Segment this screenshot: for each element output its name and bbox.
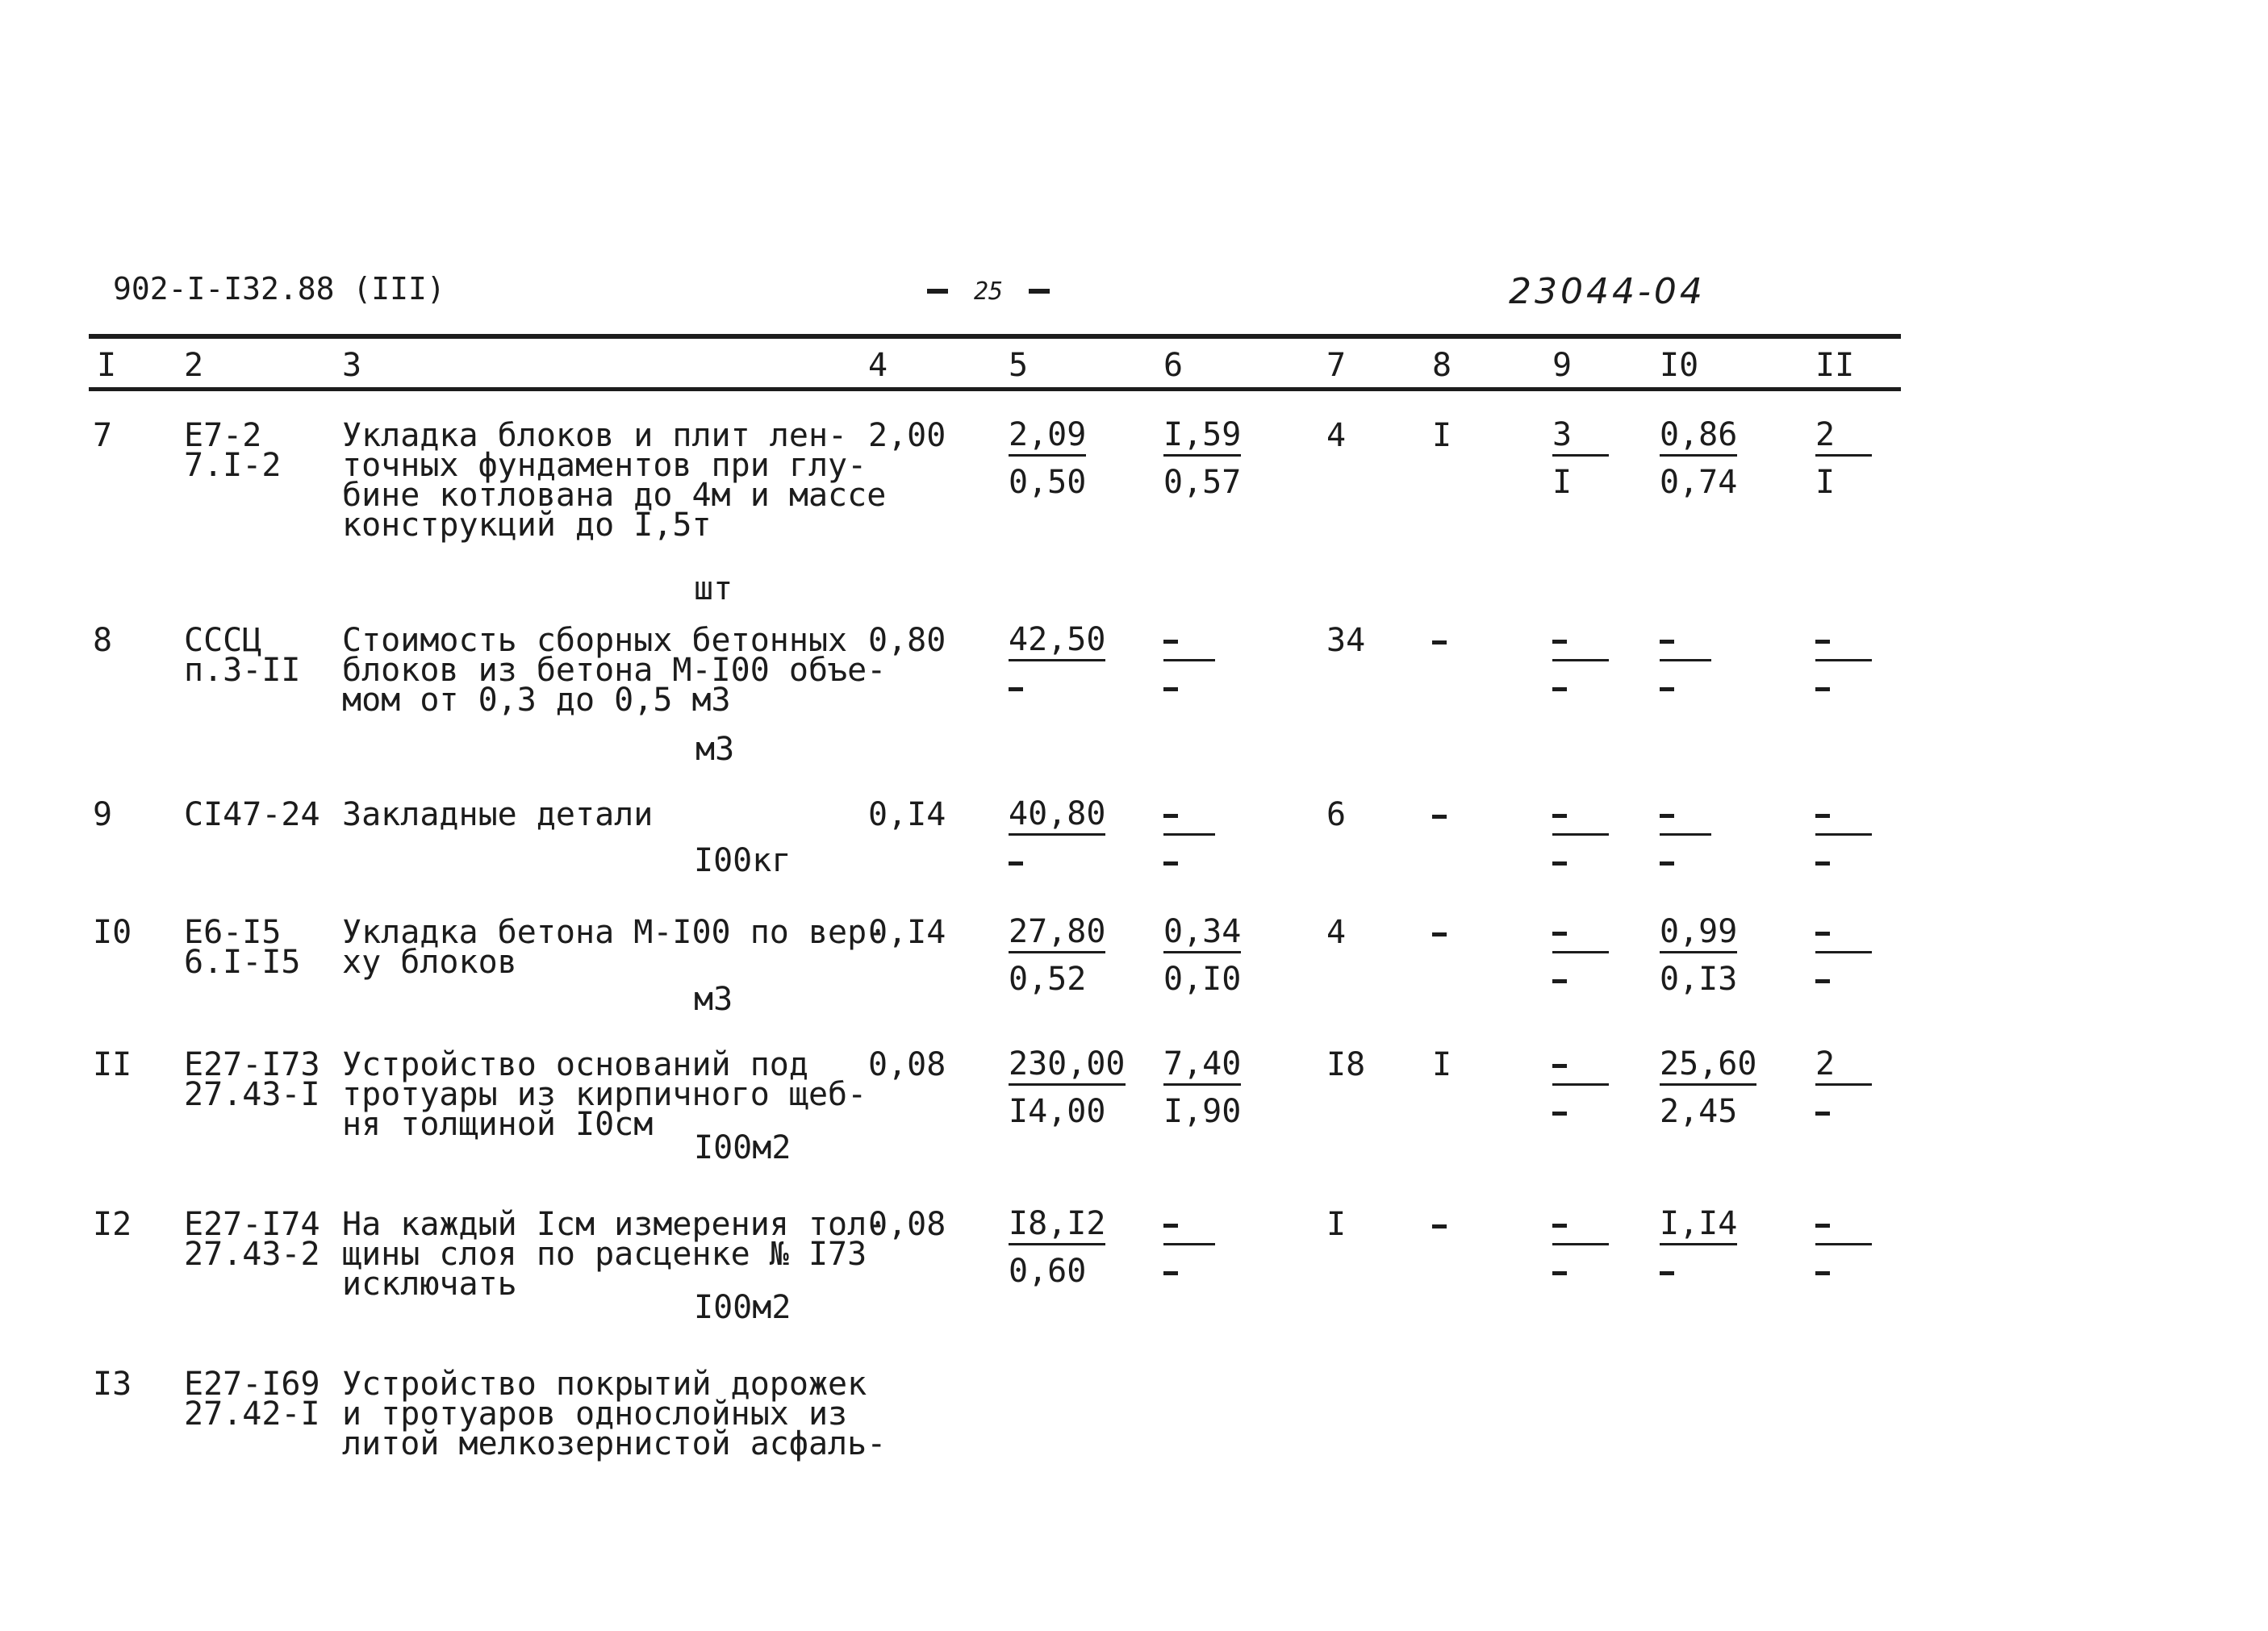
value-c10-bottom: 2,45 bbox=[1660, 1093, 1738, 1130]
item-number: 9 bbox=[93, 796, 113, 833]
value-c5-fraction bbox=[1009, 416, 1087, 501]
value-c8: I bbox=[1432, 417, 1452, 454]
value-c8 bbox=[1432, 1210, 1447, 1240]
value-c5-bottom: 0,60 bbox=[1009, 1253, 1087, 1290]
dash-mark bbox=[1815, 1224, 1830, 1228]
item-number: I3 bbox=[93, 1366, 132, 1403]
value-c9-fraction bbox=[1552, 624, 1609, 703]
value-c10-top: 0,99 bbox=[1660, 916, 1737, 953]
value-c10-top: 25,60 bbox=[1660, 1048, 1756, 1086]
dash-mark bbox=[1009, 861, 1023, 866]
value-c8 bbox=[1432, 800, 1447, 830]
column-header-3: 3 bbox=[342, 347, 362, 384]
value-c11-top: 2 bbox=[1815, 419, 1872, 457]
value-c11-fraction bbox=[1815, 916, 1872, 995]
dash-mark bbox=[1815, 932, 1830, 936]
value-c6-bottom bbox=[1163, 661, 1215, 703]
value-c10-fraction bbox=[1660, 913, 1738, 998]
dash-mark bbox=[1432, 932, 1447, 936]
value-c5-top: 27,80 bbox=[1009, 916, 1105, 953]
dash-mark bbox=[1552, 1271, 1567, 1275]
dash-mark bbox=[1552, 861, 1567, 866]
work-description: Устройство покрытий дорожек и тротуаров однослойных из литой мелкозернистой асфаль- bbox=[342, 1366, 887, 1462]
value-c10-fraction bbox=[1660, 624, 1711, 703]
value-c9-fraction bbox=[1552, 1208, 1609, 1287]
value-c9-top bbox=[1552, 798, 1609, 836]
value-c5-top: I8,I2 bbox=[1009, 1208, 1105, 1245]
value-c9-bottom bbox=[1552, 1086, 1609, 1128]
work-description: На каждый Iсм измерения тол- щины слоя по расценке № I73 исключать bbox=[342, 1206, 887, 1303]
value-c7: 6 bbox=[1326, 796, 1347, 833]
value-c9-top bbox=[1552, 1208, 1609, 1245]
value-c6-fraction bbox=[1163, 624, 1215, 703]
work-description: Устройство оснований под тротуары из кирпичного щеб- ня толщиной I0см bbox=[342, 1046, 867, 1143]
value-c11-bottom bbox=[1815, 836, 1872, 878]
value-c11-bottom: I bbox=[1815, 464, 1836, 501]
value-c6-fraction bbox=[1163, 416, 1242, 501]
value-c9-bottom: I bbox=[1552, 464, 1573, 501]
value-c11-bottom bbox=[1815, 953, 1872, 995]
value-c9-fraction bbox=[1552, 416, 1609, 501]
value-c5-top: 2,09 bbox=[1009, 419, 1086, 457]
value-c6-bottom bbox=[1163, 836, 1215, 878]
value-c5-bottom bbox=[1009, 836, 1105, 878]
value-c6-top bbox=[1163, 798, 1215, 836]
rate-code: Е27-I74 27.43-2 bbox=[184, 1206, 320, 1273]
dash-mark bbox=[1660, 1271, 1674, 1275]
value-c10-fraction bbox=[1660, 416, 1738, 501]
value-c9-bottom bbox=[1552, 661, 1609, 703]
rate-code: Е6-I5 6.I-I5 bbox=[184, 914, 301, 981]
value-c11-top bbox=[1815, 624, 1872, 661]
dash-mark bbox=[1552, 1064, 1567, 1068]
quantity: 0,08 bbox=[868, 1206, 946, 1243]
item-number: 7 bbox=[93, 417, 113, 454]
value-c6-fraction bbox=[1163, 1208, 1215, 1287]
dash-mark bbox=[1660, 814, 1674, 818]
rate-code: Е27-I73 27.43-I bbox=[184, 1046, 320, 1113]
rate-code: Е7-2 7.I-2 bbox=[184, 417, 282, 484]
value-c9-fraction bbox=[1552, 916, 1609, 995]
value-c10-top: 0,86 bbox=[1660, 419, 1737, 457]
page-number bbox=[900, 271, 1077, 307]
value-c10-bottom bbox=[1660, 661, 1711, 703]
item-number: I0 bbox=[93, 914, 132, 951]
value-c11-top bbox=[1815, 798, 1872, 836]
quantity: 0,80 bbox=[868, 622, 946, 659]
value-c9-fraction bbox=[1552, 798, 1609, 878]
dash-mark bbox=[1815, 1271, 1830, 1275]
document-id: 23044-04 bbox=[1509, 271, 1706, 312]
value-c6-fraction bbox=[1163, 798, 1215, 878]
value-c11-bottom bbox=[1815, 1086, 1872, 1128]
page-number-value: 25 bbox=[973, 277, 1004, 306]
dash-mark bbox=[1163, 861, 1178, 866]
dash-mark bbox=[1815, 814, 1830, 818]
value-c5-fraction bbox=[1009, 913, 1106, 998]
dash-mark bbox=[1660, 687, 1674, 691]
value-c6-bottom: 0,I0 bbox=[1163, 961, 1242, 998]
column-header-7: 7 bbox=[1326, 347, 1347, 384]
column-header-4: 4 bbox=[868, 347, 888, 384]
unit-of-measure: I00м2 bbox=[694, 1289, 792, 1326]
value-c11-bottom bbox=[1815, 1245, 1872, 1287]
work-description: Укладка бетона М-I00 по вер- ху блоков bbox=[342, 914, 887, 981]
value-c11-fraction bbox=[1815, 798, 1872, 878]
column-header-1: I bbox=[97, 347, 117, 384]
document-code: 902-I-I32.88 (III) bbox=[113, 271, 445, 307]
column-header-11: II bbox=[1815, 347, 1855, 384]
value-c8: I bbox=[1432, 1046, 1452, 1083]
unit-of-measure: м3 bbox=[695, 731, 735, 768]
dash-mark bbox=[1552, 932, 1567, 936]
work-description: Закладные детали bbox=[342, 796, 654, 833]
value-c9-bottom bbox=[1552, 953, 1609, 995]
item-number: II bbox=[93, 1046, 132, 1083]
rate-code: СССЦ п.3-II bbox=[184, 622, 301, 689]
dash-mark bbox=[1815, 640, 1830, 644]
value-c9-top bbox=[1552, 624, 1609, 661]
value-c7: 34 bbox=[1326, 622, 1366, 659]
value-c8 bbox=[1432, 918, 1447, 948]
value-c6-top: I,59 bbox=[1163, 419, 1241, 457]
dash-mark bbox=[1660, 640, 1674, 644]
dash-mark bbox=[1552, 979, 1567, 983]
value-c10-bottom bbox=[1660, 1245, 1737, 1287]
table-top-rule bbox=[89, 334, 1901, 339]
item-number: 8 bbox=[93, 622, 113, 659]
dash-mark bbox=[1660, 861, 1674, 866]
dash-mark bbox=[1163, 1271, 1178, 1275]
quantity: 0,I4 bbox=[868, 796, 946, 833]
column-header-8: 8 bbox=[1432, 347, 1452, 384]
value-c5-top: 40,80 bbox=[1009, 798, 1105, 836]
value-c10-bottom: 0,74 bbox=[1660, 464, 1738, 501]
value-c7: 4 bbox=[1326, 417, 1347, 454]
dash-mark bbox=[1815, 1112, 1830, 1116]
dash-mark bbox=[1163, 687, 1178, 691]
value-c6-top bbox=[1163, 1208, 1215, 1245]
value-c11-top bbox=[1815, 1208, 1872, 1245]
value-c10-fraction bbox=[1660, 1045, 1757, 1130]
value-c5-fraction bbox=[1009, 1205, 1106, 1290]
dash-mark bbox=[1163, 640, 1178, 644]
dash-mark bbox=[1432, 815, 1447, 819]
unit-of-measure: I00м2 bbox=[694, 1129, 792, 1166]
value-c5-fraction bbox=[1009, 1045, 1126, 1130]
value-c6-bottom: 0,57 bbox=[1163, 464, 1242, 501]
value-c9-top bbox=[1552, 916, 1609, 953]
value-c5-top: 42,50 bbox=[1009, 624, 1105, 661]
dash-mark bbox=[1163, 1224, 1178, 1228]
value-c10-top bbox=[1660, 624, 1711, 661]
value-c5-bottom: I4,00 bbox=[1009, 1093, 1106, 1130]
dash-mark bbox=[1163, 814, 1178, 818]
value-c9-top: 3 bbox=[1552, 419, 1609, 457]
quantity: 0,I4 bbox=[868, 914, 946, 951]
rate-code: СI47-24 bbox=[184, 796, 320, 833]
unit-of-measure: м3 bbox=[694, 981, 733, 1018]
value-c11-top: 2 bbox=[1815, 1048, 1872, 1086]
value-c5-bottom: 0,52 bbox=[1009, 961, 1087, 998]
value-c10-top bbox=[1660, 798, 1711, 836]
column-header-5: 5 bbox=[1009, 347, 1029, 384]
work-description: Укладка блоков и плит лен- точных фундаментов при глу- бине котлована до 4м и массе конструкций до I,5т bbox=[342, 417, 887, 544]
item-number: I2 bbox=[93, 1206, 132, 1243]
column-header-2: 2 bbox=[184, 347, 204, 384]
value-c7: I bbox=[1326, 1206, 1347, 1243]
table-header-rule bbox=[89, 387, 1901, 391]
dash-mark bbox=[1815, 979, 1830, 983]
value-c5-top: 230,00 bbox=[1009, 1048, 1126, 1086]
value-c10-top: I,I4 bbox=[1660, 1208, 1737, 1245]
value-c11-fraction bbox=[1815, 1045, 1872, 1128]
value-c10-fraction bbox=[1660, 798, 1711, 878]
value-c7: I8 bbox=[1326, 1046, 1366, 1083]
column-header-10: I0 bbox=[1660, 347, 1699, 384]
value-c5-fraction bbox=[1009, 621, 1106, 703]
value-c6-top bbox=[1163, 624, 1215, 661]
value-c5-bottom: 0,50 bbox=[1009, 464, 1087, 501]
rate-code: Е27-I69 27.42-I bbox=[184, 1366, 320, 1433]
value-c6-top: 7,40 bbox=[1163, 1048, 1241, 1086]
value-c8 bbox=[1432, 626, 1447, 656]
dash-mark bbox=[1009, 687, 1023, 691]
dash-mark bbox=[1552, 814, 1567, 818]
page-number-dash-left bbox=[927, 289, 948, 294]
quantity: 0,08 bbox=[868, 1046, 946, 1083]
dash-mark bbox=[1815, 687, 1830, 691]
dash-mark bbox=[1552, 1112, 1567, 1116]
dash-mark bbox=[1552, 1224, 1567, 1228]
value-c6-bottom: I,90 bbox=[1163, 1093, 1242, 1130]
unit-of-measure: I00кг bbox=[694, 842, 792, 879]
page-number-dash-right bbox=[1029, 289, 1050, 294]
value-c5-bottom bbox=[1009, 661, 1105, 703]
value-c11-bottom bbox=[1815, 661, 1872, 703]
value-c11-fraction bbox=[1815, 416, 1872, 501]
value-c11-top bbox=[1815, 916, 1872, 953]
dash-mark bbox=[1552, 687, 1567, 691]
dash-mark bbox=[1432, 1224, 1447, 1228]
quantity: 2,00 bbox=[868, 417, 946, 454]
value-c10-bottom bbox=[1660, 836, 1711, 878]
value-c10-fraction bbox=[1660, 1205, 1738, 1287]
unit-of-measure: шт bbox=[694, 570, 733, 607]
value-c11-fraction bbox=[1815, 1208, 1872, 1287]
work-description: Стоимость сборных бетонных блоков из бетона М-I00 объе- мом от 0,3 до 0,5 м3 bbox=[342, 622, 887, 719]
column-header-6: 6 bbox=[1163, 347, 1184, 384]
value-c9-top bbox=[1552, 1048, 1609, 1086]
value-c6-fraction bbox=[1163, 913, 1242, 998]
value-c6-top: 0,34 bbox=[1163, 916, 1241, 953]
value-c6-bottom bbox=[1163, 1245, 1215, 1287]
value-c6-fraction bbox=[1163, 1045, 1242, 1130]
dash-mark bbox=[1552, 640, 1567, 644]
value-c11-fraction bbox=[1815, 624, 1872, 703]
value-c9-fraction bbox=[1552, 1048, 1609, 1128]
value-c10-bottom: 0,I3 bbox=[1660, 961, 1738, 998]
value-c9-bottom bbox=[1552, 1245, 1609, 1287]
value-c9-bottom bbox=[1552, 836, 1609, 878]
value-c5-fraction bbox=[1009, 795, 1106, 878]
column-header-9: 9 bbox=[1552, 347, 1573, 384]
dash-mark bbox=[1815, 861, 1830, 866]
value-c7: 4 bbox=[1326, 914, 1347, 951]
dash-mark bbox=[1432, 640, 1447, 644]
